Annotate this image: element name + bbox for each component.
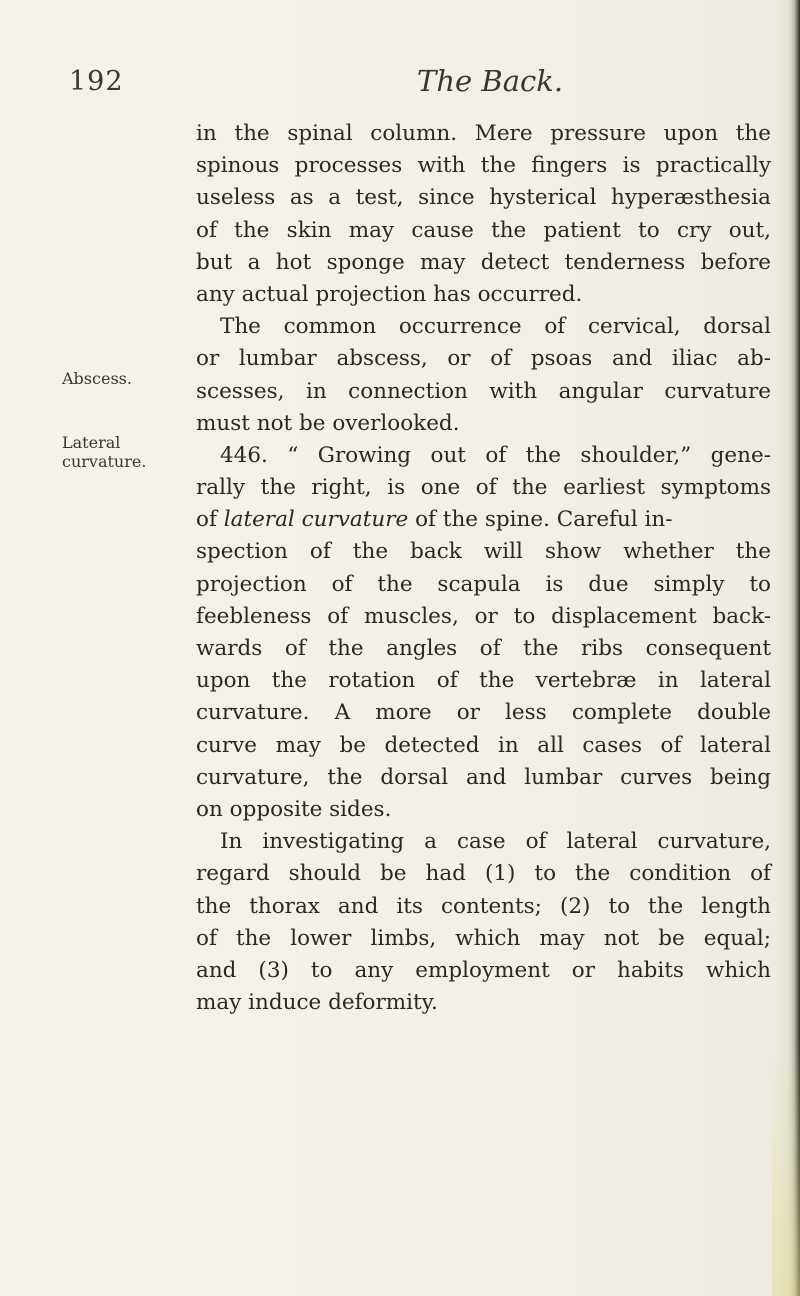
text-line: feebleness of muscles, or to displacement back- xyxy=(196,603,771,629)
text-line: rally the right, is one of the earliest symptoms xyxy=(196,475,771,501)
text-line-mixed xyxy=(196,504,771,536)
text-line: any actual projection has occurred. xyxy=(196,281,583,307)
text-line: useless as a test, since hysterical hyperæsthesia xyxy=(196,185,771,211)
text-line: curve may be detected in all cases of lateral xyxy=(196,732,771,758)
body-text xyxy=(196,118,771,1019)
text-line: on opposite sides. xyxy=(196,796,392,822)
paper-stain xyxy=(772,1036,800,1296)
page-number: 192 xyxy=(69,66,124,97)
text-line: spinous processes with the fingers is practically xyxy=(196,153,771,179)
text-span: of the spine. Careful in- xyxy=(415,507,673,533)
italic-term: lateral curvature xyxy=(223,507,409,533)
text-line: may induce deformity. xyxy=(196,990,438,1016)
text-line: projection of the scapula is due simply to xyxy=(196,571,771,597)
margin-note-lateral: Lateral xyxy=(62,433,121,452)
running-head: The Back. xyxy=(417,64,564,98)
text-line: spection of the back will show whether the xyxy=(196,539,771,565)
text-line: of the skin may cause the patient to cry out, xyxy=(196,217,771,243)
text-line: must not be overlooked. xyxy=(196,410,460,436)
text-line: curvature, the dorsal and lumbar curves being xyxy=(196,764,771,790)
text-line: the thorax and its contents; (2) to the length xyxy=(196,893,771,919)
text-line: curvature. A more or less complete double xyxy=(196,700,771,726)
text-line: 446. “ Growing out of the shoulder,” gene- xyxy=(220,442,771,468)
text-line: but a hot sponge may detect tenderness before xyxy=(196,249,771,275)
text-line: scesses, in connection with angular curvature xyxy=(196,378,771,404)
text-line: and (3) to any employment or habits which xyxy=(196,957,771,983)
text-line: of the lower limbs, which may not be equal; xyxy=(196,925,771,951)
text-line: The common occurrence of cervical, dorsal xyxy=(220,314,771,340)
text-span: of xyxy=(196,507,217,533)
text-line: or lumbar abscess, or of psoas and iliac ab- xyxy=(196,346,771,372)
text-line: In investigating a case of lateral curvature, xyxy=(220,829,771,855)
text-line: upon the rotation of the vertebræ in lateral xyxy=(196,668,771,694)
margin-note-abscess: Abscess. xyxy=(62,369,132,388)
text-line: wards of the angles of the ribs consequent xyxy=(196,636,771,661)
margin-note-curvature: curvature. xyxy=(62,452,147,471)
text-line: in the spinal column. Mere pressure upon the xyxy=(196,121,771,146)
text-line: regard should be had (1) to the condition of xyxy=(196,861,771,887)
